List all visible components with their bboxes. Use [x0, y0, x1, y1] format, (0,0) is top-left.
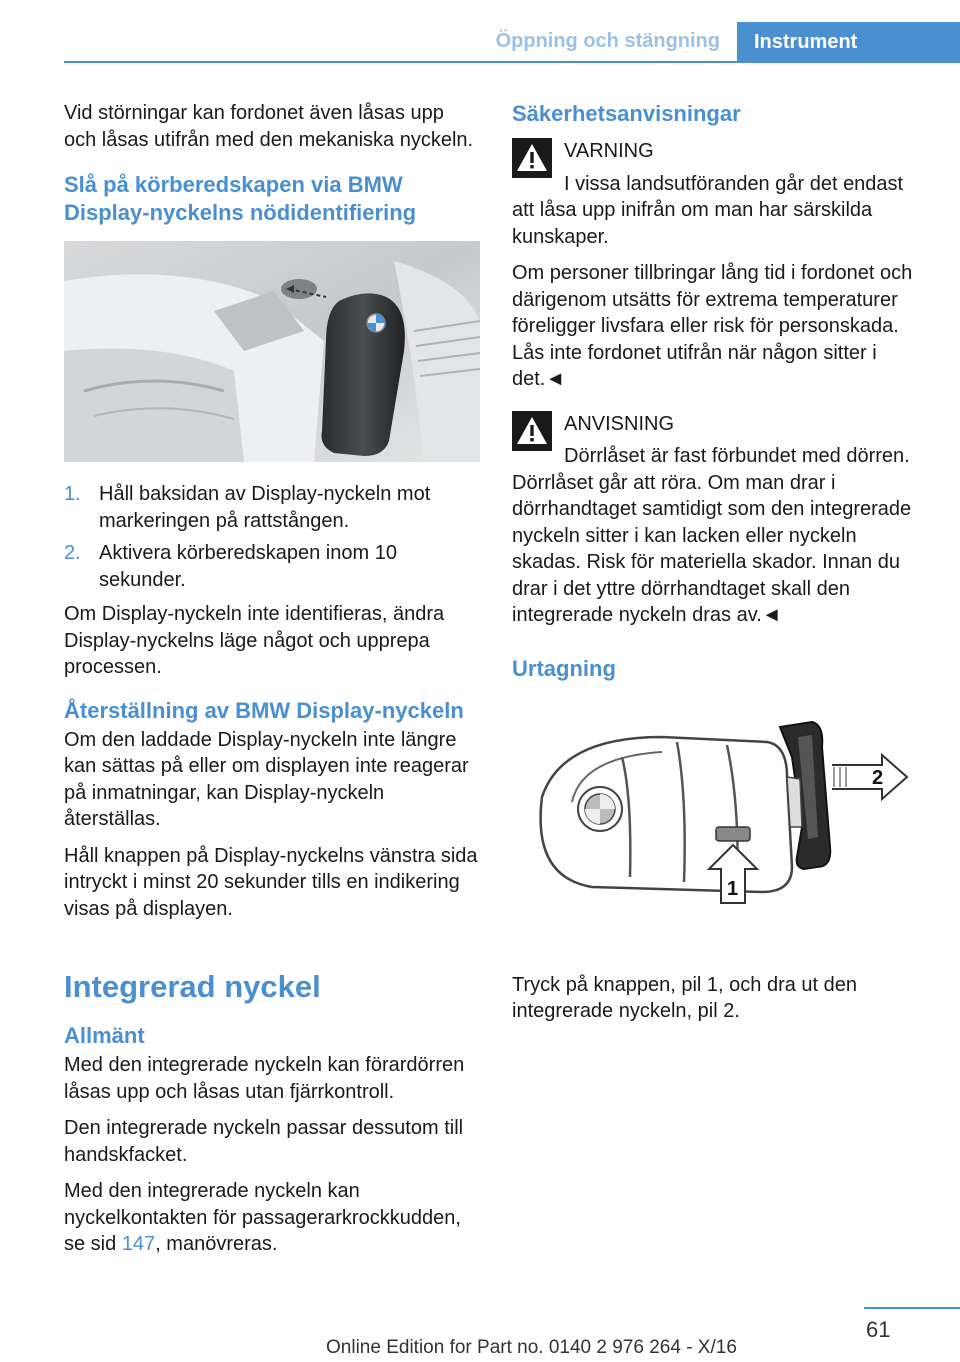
general-text-a: Med den integrerade nyckeln kan nyckelkontakten för passagerarkrockkudden, se sid — [64, 1180, 461, 1255]
notice-first-paragraph — [512, 411, 928, 438]
right-column — [512, 100, 928, 1035]
page-number: 61 — [866, 1317, 891, 1342]
step-number: 1. — [64, 483, 81, 505]
header-chapter: Öppning och stängning — [495, 30, 720, 52]
heading-safety: Säkerhetsanvisningar — [512, 101, 741, 126]
warning-block — [512, 138, 928, 393]
footer-rule — [864, 1307, 960, 1309]
notice-paragraph-1: Dörrlåset är fast förbundet med dörren. Dörrlåset går att röra. Om man drar i dörrhandtaget samtidigt som den integrerade nyckeln sitter i kan lacken eller nyckeln skadas. Risk för materiella skador. Innan du drar i det yttre dörrhandtaget skall den integrerade nyckeln dras av.◄ — [512, 445, 912, 626]
warning-paragraph-1: I vissa landsutföranden går det endast att låsa upp inifrån om man har särskilda kunskaper. — [512, 172, 904, 248]
general-paragraph-2: Den integrerade nyckeln passar dessutom till handskfacket. — [64, 1117, 464, 1166]
list-item — [64, 481, 480, 534]
notice-block — [512, 411, 928, 629]
figure-display-key-steering-column — [64, 241, 480, 467]
step-text: Håll baksidan av Display-nyckeln mot markeringen på rattstången. — [99, 483, 431, 532]
removal-paragraph: Tryck på knappen, pil 1, och dra ut den integrerade nyckeln, pil 2. — [512, 973, 858, 1022]
footer-edition: Online Edition for Part no. 0140 2 976 264 - X/16 — [326, 1337, 737, 1358]
arrow-label-2: 2 — [872, 766, 884, 789]
steps-list — [64, 481, 480, 593]
left-column — [64, 100, 480, 1268]
warning-triangle-icon — [512, 138, 552, 178]
step-text: Aktivera körberedskapen inom 10 sekunder. — [99, 542, 397, 591]
reset-paragraph-1: Om den laddade Display-nyckeln inte längre kan sättas på eller om displayen inte reagerar på inmatningar, kan Display-nyckeln återställas. — [64, 728, 469, 830]
intro-paragraph: Vid störningar kan fordonet även låsas upp och låsas utifrån med den mekaniska nyckeln. — [64, 102, 474, 151]
display-key-photo — [64, 241, 480, 462]
not-identified-paragraph: Om Display-nyckeln inte identifieras, ändra Display-nyckelns läge något och upprepa processen. — [64, 603, 445, 678]
notice-label: ANVISNING — [564, 412, 675, 435]
warning-first-paragraph — [512, 138, 928, 165]
page-reference-link[interactable]: 147 — [121, 1233, 156, 1255]
figure-integrated-key-removal — [512, 697, 928, 958]
general-text-b: , manövreras. — [155, 1233, 278, 1255]
warning-label: VARNING — [564, 140, 654, 162]
general-paragraph-3 — [64, 1178, 480, 1258]
heading-general: Allmänt — [64, 1023, 145, 1048]
integrated-key-drawing — [512, 717, 928, 927]
header-section-tab-label: Instrument — [754, 31, 858, 53]
warning-triangle-icon — [512, 411, 552, 451]
arrow-label-1: 1 — [727, 877, 739, 900]
heading-reset: Återställning av BMW Display-nyckeln — [64, 697, 464, 723]
header-section-tab — [737, 22, 960, 63]
step-number: 2. — [64, 542, 81, 564]
reset-paragraph-2: Håll knappen på Display-nyckelns vänstra sida intryckt i minst 20 sekunder tills en indikering visas på displayen. — [64, 844, 478, 920]
heading-emergency-identification: Slå på körberedskapen via BMW Display-nyckelns nödidentifiering — [64, 172, 417, 225]
warning-paragraph-2: Om personer tillbringar lång tid i fordonet och därigenom utsätts för extrema temperaturer föreligger livsfara eller risk för personskada. Lås inte fordonet utifrån när någon sitter i det.◄ — [512, 262, 913, 390]
list-item — [64, 540, 480, 593]
general-paragraph-1: Med den integrerade nyckeln kan förardörren låsas upp och låsas utan fjärrkontroll. — [64, 1054, 465, 1103]
heading-integrated-key: Integrerad nyckel — [64, 969, 321, 1004]
heading-removal: Urtagning — [512, 655, 616, 681]
